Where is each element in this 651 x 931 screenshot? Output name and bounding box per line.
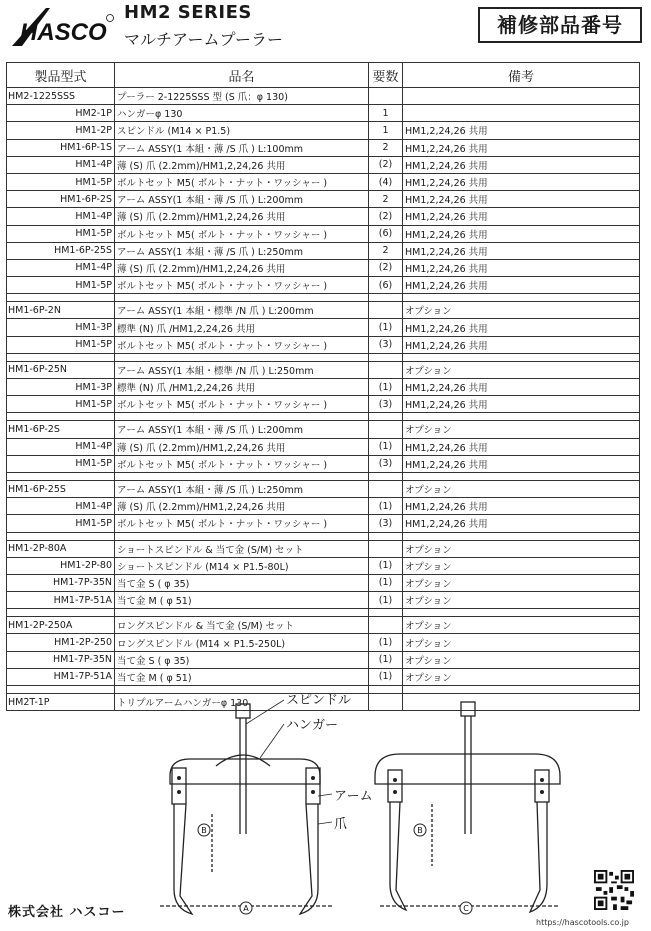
cell-name: スピンドル (M14 × P1.5) xyxy=(115,122,369,139)
label-spindle: スピンドル xyxy=(286,693,352,708)
cell-name: 薄 (S) 爪 (2.2mm)/HM1,2,24,26 共用 xyxy=(115,156,369,173)
cell-name: 薄 (S) 爪 (2.2mm)/HM1,2,24,26 共用 xyxy=(115,498,369,515)
table-row xyxy=(7,173,640,190)
cell-note: オプション xyxy=(403,302,640,319)
cell-note: オプション xyxy=(403,574,640,591)
table-spacer-row xyxy=(7,413,640,421)
cell-model: HM1-6P-2S xyxy=(7,421,115,438)
cell-note: HM1,2,24,26 共用 xyxy=(403,498,640,515)
table-row xyxy=(7,361,640,378)
marker-b-right: B xyxy=(417,826,423,835)
cell-name: ボルトセット M5( ボルト・ナット・ワッシャー ) xyxy=(115,277,369,294)
cell-note: オプション xyxy=(403,651,640,668)
cell-name: アーム ASSY(1 本組・標準 /N 爪 ) L:250mm xyxy=(115,361,369,378)
table-row xyxy=(7,455,640,472)
cell-model: HM2-1P xyxy=(7,105,115,122)
cell-note: HM1,2,24,26 共用 xyxy=(403,438,640,455)
cell-qty: 2 xyxy=(369,191,403,208)
cell-note: HM1,2,24,26 共用 xyxy=(403,379,640,396)
table-row xyxy=(7,617,640,634)
arm-left-2 xyxy=(306,768,320,804)
cell-qty: 1 xyxy=(369,122,403,139)
cell-name: ボルトセット M5( ボルト・ナット・ワッシャー ) xyxy=(115,173,369,190)
cell-name: ロングスピンドル (M14 × P1.5-250L) xyxy=(115,634,369,651)
cell-note: HM1,2,24,26 共用 xyxy=(403,455,640,472)
puller-diagram xyxy=(150,684,635,924)
cell-model: HM1-6P-25N xyxy=(7,361,115,378)
cell-name: ボルトセット M5( ボルト・ナット・ワッシャー ) xyxy=(115,515,369,532)
cell-model: HM1-6P-25S xyxy=(7,242,115,259)
cell-qty: (4) xyxy=(369,173,403,190)
table-row xyxy=(7,668,640,685)
cell-qty: (1) xyxy=(369,557,403,574)
cell-model: HM1-2P-80A xyxy=(7,540,115,557)
cell-model: HM1-4P xyxy=(7,259,115,276)
cell-note: オプション xyxy=(403,557,640,574)
series-title: HM2 SERIES xyxy=(124,2,252,23)
cell-qty: 2 xyxy=(369,242,403,259)
cell-model: HM2T-1P xyxy=(7,694,115,711)
arm-left-1 xyxy=(172,768,186,804)
cell-qty: (1) xyxy=(369,574,403,591)
marker-b-left: B xyxy=(201,826,207,835)
column-header-model: 製品型式 xyxy=(7,63,115,88)
cell-qty: (2) xyxy=(369,156,403,173)
cell-name: 薄 (S) 爪 (2.2mm)/HM1,2,24,26 共用 xyxy=(115,259,369,276)
cell-model: HM1-5P xyxy=(7,515,115,532)
table-row xyxy=(7,242,640,259)
cell-qty: (1) xyxy=(369,634,403,651)
cell-qty: (1) xyxy=(369,498,403,515)
cell-qty: (1) xyxy=(369,438,403,455)
table-spacer-row xyxy=(7,294,640,302)
table-row xyxy=(7,438,640,455)
cell-note: HM1,2,24,26 共用 xyxy=(403,122,640,139)
parts-table-body xyxy=(7,88,640,711)
cell-qty: (1) xyxy=(369,592,403,609)
cell-qty xyxy=(369,302,403,319)
table-row xyxy=(7,574,640,591)
label-jaw: 爪 xyxy=(334,817,348,832)
cell-qty: (1) xyxy=(369,651,403,668)
cell-name: 薄 (S) 爪 (2.2mm)/HM1,2,24,26 共用 xyxy=(115,438,369,455)
cell-note: HM1,2,24,26 共用 xyxy=(403,156,640,173)
cell-note: オプション xyxy=(403,421,640,438)
cell-model: HM1-7P-51A xyxy=(7,592,115,609)
cell-note: HM1,2,24,26 共用 xyxy=(403,336,640,353)
cell-note: HM1,2,24,26 共用 xyxy=(403,259,640,276)
cell-model: HM1-5P xyxy=(7,225,115,242)
cell-name: アーム ASSY(1 本組・薄 /S 爪 ) L:200mm xyxy=(115,421,369,438)
svg-text:HASCO: HASCO xyxy=(20,19,107,46)
cell-name: アーム ASSY(1 本組・薄 /S 爪 ) L:100mm xyxy=(115,139,369,156)
cell-note xyxy=(403,88,640,105)
table-spacer-row xyxy=(7,609,640,617)
cell-name: ボルトセット M5( ボルト・ナット・ワッシャー ) xyxy=(115,455,369,472)
cell-note: オプション xyxy=(403,480,640,497)
cell-note: HM1,2,24,26 共用 xyxy=(403,396,640,413)
cell-qty: (3) xyxy=(369,336,403,353)
arm-right-2 xyxy=(535,770,549,802)
cell-model: HM1-4P xyxy=(7,156,115,173)
cell-qty: (6) xyxy=(369,277,403,294)
cell-model: HM1-3P xyxy=(7,379,115,396)
cell-name: 当て金 S ( φ 35) xyxy=(115,574,369,591)
column-header-qty: 要数 xyxy=(369,63,403,88)
table-spacer-row xyxy=(7,353,640,361)
cell-name: 当て金 M ( φ 51) xyxy=(115,592,369,609)
marker-a: A xyxy=(243,904,249,913)
cell-name: ショートスピンドル (M14 × P1.5-80L) xyxy=(115,557,369,574)
cell-note: オプション xyxy=(403,617,640,634)
cell-note: HM1,2,24,26 共用 xyxy=(403,319,640,336)
cell-model: HM1-4P xyxy=(7,208,115,225)
table-row xyxy=(7,208,640,225)
cell-note xyxy=(403,105,640,122)
cell-name: アーム ASSY(1 本組・標準 /N 爪 ) L:200mm xyxy=(115,302,369,319)
cell-qty: (1) xyxy=(369,668,403,685)
cell-qty: (3) xyxy=(369,515,403,532)
cell-model: HM1-2P xyxy=(7,122,115,139)
table-row xyxy=(7,105,640,122)
cell-name: 薄 (S) 爪 (2.2mm)/HM1,2,24,26 共用 xyxy=(115,208,369,225)
cell-name: ボルトセット M5( ボルト・ナット・ワッシャー ) xyxy=(115,336,369,353)
table-row xyxy=(7,122,640,139)
marker-c: C xyxy=(463,904,469,913)
table-row xyxy=(7,379,640,396)
table-row xyxy=(7,259,640,276)
cell-note: HM1,2,24,26 共用 xyxy=(403,515,640,532)
cell-name: 標準 (N) 爪 /HM1,2,24,26 共用 xyxy=(115,319,369,336)
jaw-left-1 xyxy=(174,804,192,914)
table-row xyxy=(7,651,640,668)
cell-qty: (3) xyxy=(369,455,403,472)
cell-note: オプション xyxy=(403,361,640,378)
cell-model: HM1-2P-250 xyxy=(7,634,115,651)
cell-qty: 1 xyxy=(369,105,403,122)
table-row xyxy=(7,396,640,413)
cell-qty: (2) xyxy=(369,259,403,276)
hasco-logo xyxy=(6,4,118,50)
company-name: 株式会社 ハスコー xyxy=(8,905,126,920)
cell-qty xyxy=(369,480,403,497)
table-row xyxy=(7,421,640,438)
table-row xyxy=(7,557,640,574)
cell-qty: (3) xyxy=(369,396,403,413)
jaw-left-2 xyxy=(300,804,318,914)
table-spacer-row xyxy=(7,472,640,480)
cell-model: HM1-7P-35N xyxy=(7,574,115,591)
cell-qty: 2 xyxy=(369,139,403,156)
company-url[interactable]: https://hascotools.co.jp xyxy=(536,918,629,927)
cell-note: HM1,2,24,26 共用 xyxy=(403,191,640,208)
cell-qty: (6) xyxy=(369,225,403,242)
column-header-note: 備考 xyxy=(403,63,640,88)
cell-qty xyxy=(369,421,403,438)
cell-note: HM1,2,24,26 共用 xyxy=(403,139,640,156)
table-row xyxy=(7,319,640,336)
cell-name: プーラー 2-1225SSS 型 (S 爪：φ 130) xyxy=(115,88,369,105)
table-row xyxy=(7,139,640,156)
jaw-right-1 xyxy=(390,802,406,910)
table-row xyxy=(7,336,640,353)
cell-qty xyxy=(369,361,403,378)
cell-model: HM1-6P-1S xyxy=(7,139,115,156)
cell-name: アーム ASSY(1 本組・薄 /S 爪 ) L:250mm xyxy=(115,242,369,259)
table-row xyxy=(7,634,640,651)
cell-model: HM1-6P-25S xyxy=(7,480,115,497)
cell-note: オプション xyxy=(403,592,640,609)
qr-code-icon[interactable] xyxy=(594,870,634,910)
cell-name: 当て金 S ( φ 35) xyxy=(115,651,369,668)
cell-name: ボルトセット M5( ボルト・ナット・ワッシャー ) xyxy=(115,225,369,242)
table-row xyxy=(7,498,640,515)
table-row xyxy=(7,88,640,105)
cell-qty xyxy=(369,540,403,557)
cell-model: HM1-5P xyxy=(7,396,115,413)
cell-model: HM1-4P xyxy=(7,498,115,515)
cell-model: HM1-3P xyxy=(7,319,115,336)
cell-name: アーム ASSY(1 本組・薄 /S 爪 ) L:200mm xyxy=(115,191,369,208)
cell-model: HM1-5P xyxy=(7,173,115,190)
label-arm: アーム xyxy=(334,789,373,804)
cell-model: HM1-2P-80 xyxy=(7,557,115,574)
cell-model: HM1-5P xyxy=(7,277,115,294)
cell-note: オプション xyxy=(403,668,640,685)
cell-qty xyxy=(369,88,403,105)
table-header-row xyxy=(7,63,640,88)
cell-note: オプション xyxy=(403,540,640,557)
cell-model: HM1-5P xyxy=(7,455,115,472)
cell-name: ショートスピンドル & 当て金 (S/M) セット xyxy=(115,540,369,557)
cell-note: HM1,2,24,26 共用 xyxy=(403,242,640,259)
cell-name: アーム ASSY(1 本組・薄 /S 爪 ) L:250mm xyxy=(115,480,369,497)
table-row xyxy=(7,191,640,208)
cell-model: HM1-5P xyxy=(7,336,115,353)
table-row xyxy=(7,480,640,497)
parts-table xyxy=(6,62,640,711)
cell-name: 当て金 M ( φ 51) xyxy=(115,668,369,685)
hanger-left xyxy=(170,759,320,784)
spindle-nut-right xyxy=(461,702,475,716)
cell-note: HM1,2,24,26 共用 xyxy=(403,277,640,294)
table-spacer-row xyxy=(7,532,640,540)
label-hanger: ハンガー xyxy=(286,718,339,733)
cell-name: トリプルアームハンガーφ 130 xyxy=(115,694,369,711)
cell-note: HM1,2,24,26 共用 xyxy=(403,208,640,225)
cell-note: HM1,2,24,26 共用 xyxy=(403,173,640,190)
cell-name: ハンガーφ 130 xyxy=(115,105,369,122)
table-row xyxy=(7,592,640,609)
product-subtitle: マルチアームプーラー xyxy=(124,30,284,49)
cell-note: HM1,2,24,26 共用 xyxy=(403,225,640,242)
column-header-name: 品名 xyxy=(115,63,369,88)
table-row xyxy=(7,540,640,557)
table-row xyxy=(7,515,640,532)
cell-model: HM1-7P-51A xyxy=(7,668,115,685)
cell-name: 標準 (N) 爪 /HM1,2,24,26 共用 xyxy=(115,379,369,396)
table-row xyxy=(7,225,640,242)
arm-right-1 xyxy=(388,770,402,802)
cell-model: HM1-6P-2S xyxy=(7,191,115,208)
cell-name: ロングスピンドル & 当て金 (S/M) セット xyxy=(115,617,369,634)
cell-model: HM2-1225SSS xyxy=(7,88,115,105)
jaw-right-2 xyxy=(530,802,547,912)
spindle-nut-left xyxy=(236,704,250,718)
table-row xyxy=(7,277,640,294)
cell-qty: (2) xyxy=(369,208,403,225)
cell-name: ボルトセット M5( ボルト・ナット・ワッシャー ) xyxy=(115,396,369,413)
table-row xyxy=(7,156,640,173)
cell-qty: (1) xyxy=(369,379,403,396)
cell-model: HM1-6P-2N xyxy=(7,302,115,319)
repair-parts-stamp: 補修部品番号 xyxy=(478,7,642,43)
cell-model: HM1-2P-250A xyxy=(7,617,115,634)
cell-note: オプション xyxy=(403,634,640,651)
cell-qty xyxy=(369,617,403,634)
cell-qty: (1) xyxy=(369,319,403,336)
table-row xyxy=(7,302,640,319)
hanger-right xyxy=(375,754,560,784)
cell-model: HM1-4P xyxy=(7,438,115,455)
cell-model: HM1-7P-35N xyxy=(7,651,115,668)
